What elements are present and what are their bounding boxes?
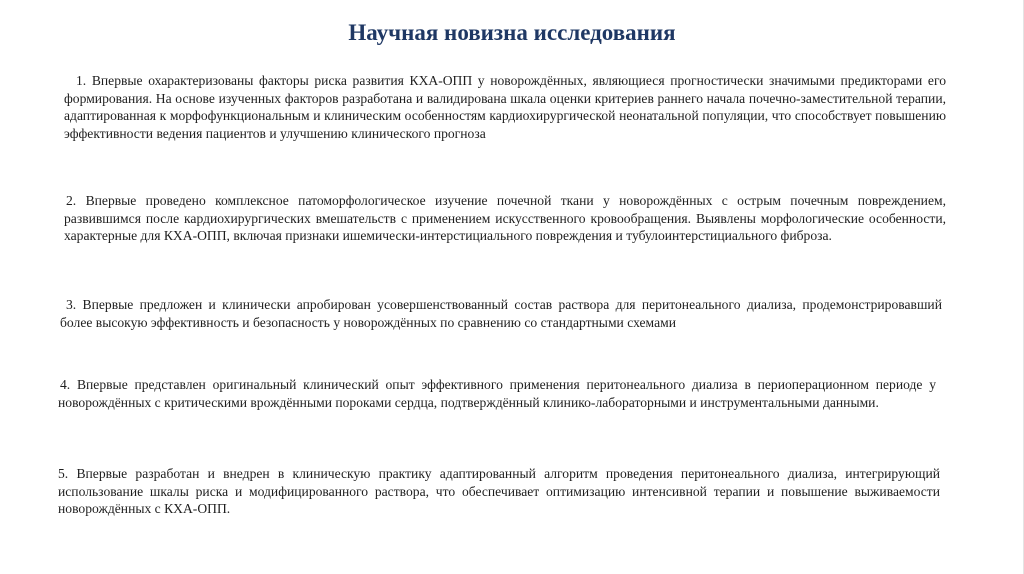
item-text: Впервые проведено комплексное патоморфологическое изучение почечной ткани у новорождённых с острым почечным повреждением, развившимся после кардиохирургических вмешательств с применением искусственного кровообращения. Выявлены морфологические особенности, характерные для КХА-ОПП, включая признаки ишемически-интерстициального повреждения и тубулоинтерстициального фиброза.	[64, 193, 946, 244]
item-number: 3.	[66, 297, 77, 312]
item-number: 5.	[58, 466, 69, 481]
item-number: 4.	[60, 377, 71, 392]
item-text: Впервые охарактеризованы факторы риска развития КХА-ОПП у новорождённых, являющиеся прогностически значимыми предикторами его формирования. На основе изученных факторов разработана и валидирована шкала оценки критериев раннего начала почечно-заместительной терапии, адаптированная к морфофункциональным и клиническим особенностям кардиохирургической неонатальной популяции, что способствует повышению эффективности ведения пациентов и улучшению клинического прогноза	[64, 73, 946, 141]
item-number: 1.	[76, 73, 87, 88]
item-text: Впервые разработан и внедрен в клиническую практику адаптированный алгоритм проведения перитонеального диализа, интегрирующий использование шкалы риска и модифицированного раствора, что обеспечивает оптимизацию интенсивной терапии и повышение выживаемости новорождённых с КХА-ОПП.	[58, 466, 940, 517]
novelty-item-4	[58, 376, 936, 411]
novelty-item-1	[64, 72, 946, 142]
item-number: 2.	[66, 193, 77, 208]
novelty-item-5	[58, 465, 940, 518]
novelty-item-3	[60, 296, 942, 331]
novelty-item-2	[64, 192, 946, 245]
item-text: Впервые предложен и клинически апробирован усовершенствованный состав раствора для перитонеального диализа, продемонстрировавший более высокую эффективность и безопасность у новорождённых по сравнению со стандартными схемами	[60, 297, 942, 330]
item-text: Впервые представлен оригинальный клинический опыт эффективного применения перитонеального диализа в периоперационном периоде у новорождённых с критическими врождёнными пороками сердца, подтверждённый клинико-лабораторными и инструментальными данными.	[58, 377, 936, 410]
slide-title: Научная новизна исследования	[348, 20, 676, 45]
